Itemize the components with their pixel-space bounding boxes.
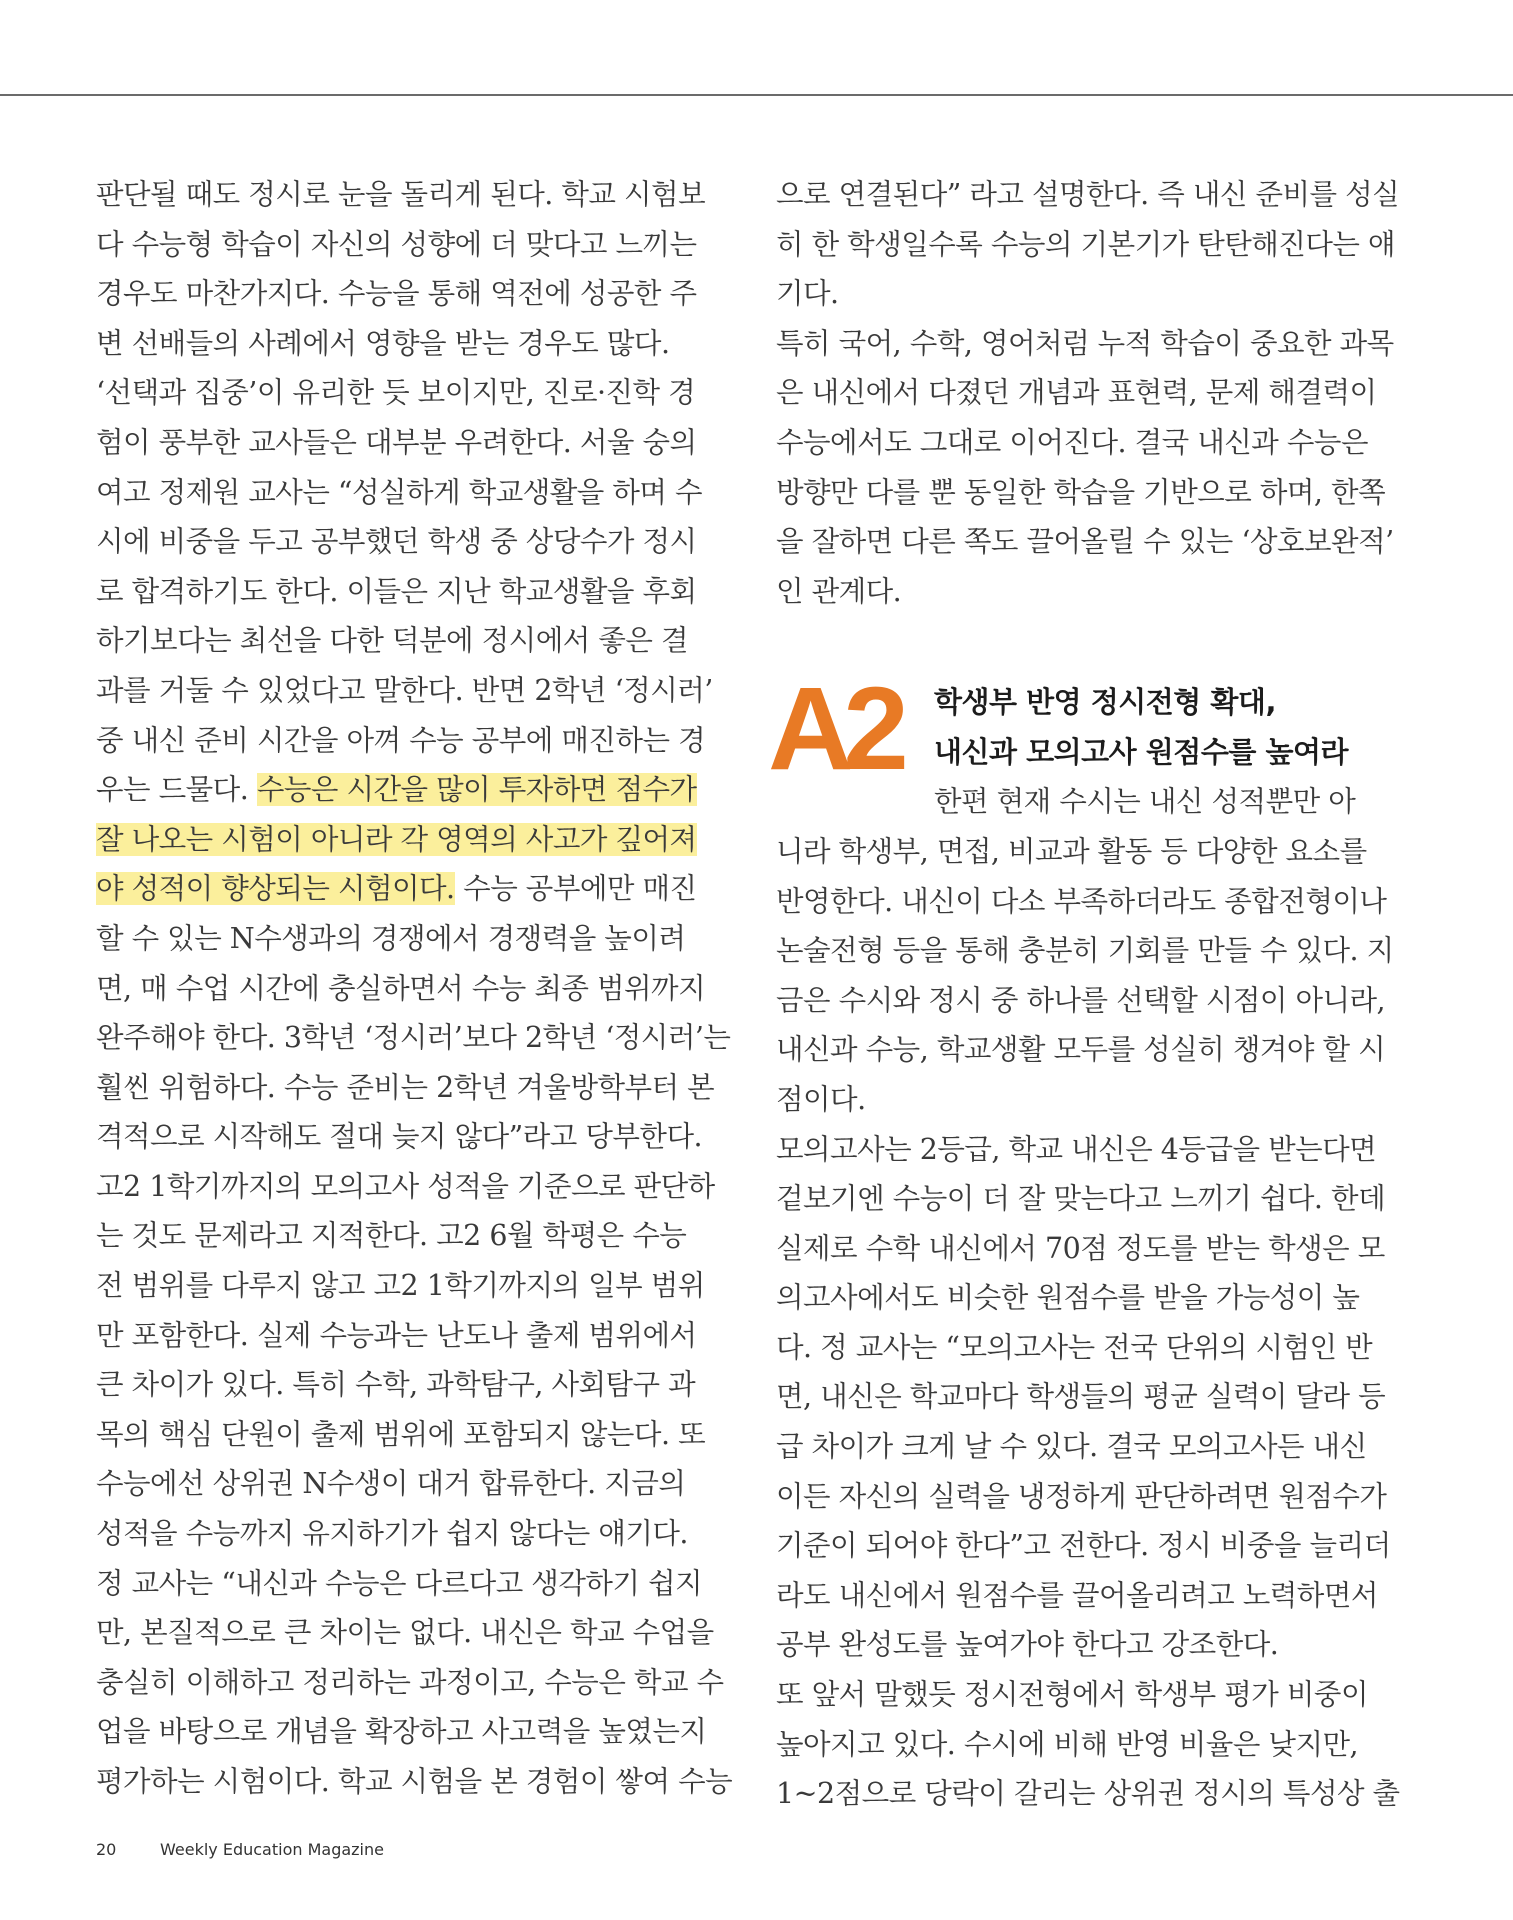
text-line	[96, 864, 697, 914]
text-line: ‘선택과 집중’이 유리한 듯 보이지만, 진로·진학 경	[96, 376, 696, 410]
text-line: 또 앞서 말했듯 정시전형에서 학생부 평가 비중이	[776, 1678, 1368, 1712]
section-mark: A2	[768, 663, 899, 796]
text-line: 방향만 다를 뿐 동일한 학습을 기반으로 하며, 한쪽	[776, 475, 1386, 509]
text-line: 과를 거둘 수 있었다고 말한다. 반면 2학년 ‘정시러’	[96, 673, 713, 707]
highlighted-text: 야 성적이 향상되는 시험이다.	[96, 872, 455, 906]
text-line: 모의고사는 2등급, 학교 내신은 4등급을 받는다면	[776, 1132, 1377, 1166]
text-line: 내신과 수능, 학교생활 모두를 성실히 챙겨야 할 시	[776, 1033, 1386, 1067]
text-line: 라도 내신에서 원점수를 끌어올리려고 노력하면서	[776, 1578, 1378, 1612]
text-line: 성적을 수능까지 유지하기가 쉽지 않다는 얘기다.	[96, 1517, 688, 1551]
text-plain: 수능 공부에만 매진	[454, 872, 697, 906]
left-paragraph-block	[96, 170, 713, 765]
text-line: 할 수 있는 N수생과의 경쟁에서 경쟁력을 높이려	[96, 921, 686, 955]
text-line: 이든 자신의 실력을 냉정하게 판단하려면 원점수가	[776, 1479, 1387, 1513]
text-line: 하기보다는 최선을 다한 덕분에 정시에서 좋은 결	[96, 624, 688, 658]
text-line: 히 한 학생일수록 수능의 기본기가 탄탄해진다는 얘	[776, 227, 1396, 261]
text-line: 전 범위를 다루지 않고 고2 1학기까지의 일부 범위	[96, 1269, 705, 1303]
text-line: 면, 매 수업 시간에 충실하면서 수능 최종 범위까지	[96, 971, 706, 1005]
text-line: 판단될 때도 정시로 눈을 돌리게 된다. 학교 시험보	[96, 178, 706, 211]
highlighted-text: 수능은 시간을 많이 투자하면 점수가	[256, 773, 697, 807]
right-paragraph-block	[776, 827, 1400, 1819]
text-line	[96, 815, 697, 865]
text-line: 여고 정제원 교사는 “성실하게 학교생활을 하며 수	[96, 475, 703, 509]
text-line	[96, 765, 697, 815]
text-line: 은 내신에서 다졌던 개념과 표현력, 문제 해결력이	[776, 376, 1377, 410]
text-line: 중 내신 준비 시간을 아껴 수능 공부에 매진하는 경	[96, 723, 706, 757]
text-line: 1~2점으로 당락이 갈리는 상위권 정시의 특성상 출	[776, 1777, 1400, 1811]
magazine-name: Weekly Education Magazine	[160, 1840, 384, 1859]
text-line: 는 것도 문제라고 지적한다. 고2 6월 학평은 수능	[96, 1219, 687, 1253]
text-line: 겉보기엔 수능이 더 잘 맞는다고 느끼기 쉽다. 한데	[776, 1182, 1386, 1216]
text-line: 실제로 수학 내신에서 70점 정도를 받는 학생은 모	[776, 1231, 1385, 1265]
text-line: 시에 비중을 두고 공부했던 학생 중 상당수가 정시	[96, 525, 697, 559]
text-line: 목의 핵심 단원이 출제 범위에 포함되지 않는다. 또	[96, 1417, 706, 1451]
text-line: 만, 본질적으로 큰 차이는 없다. 내신은 학교 수업을	[96, 1616, 714, 1650]
text-line: 기준이 되어야 한다”고 전한다. 정시 비중을 늘리더	[776, 1529, 1391, 1563]
text-plain: 우는 드물다.	[96, 773, 257, 807]
text-line: 급 차이가 크게 날 수 있다. 결국 모의고사든 내신	[776, 1430, 1367, 1464]
text-line: 변 선배들의 사례에서 영향을 받는 경우도 많다.	[96, 326, 670, 360]
text-line: 격적으로 시작해도 절대 늦지 않다”라고 당부한다.	[96, 1120, 703, 1154]
text-line: 다. 정 교사는 “모의고사는 전국 단위의 시험인 반	[776, 1330, 1373, 1364]
text-line: 만 포함한다. 실제 수능과는 난도나 출제 범위에서	[96, 1318, 697, 1352]
section-title-line: 내신과 모의고사 원점수를 높여라	[934, 734, 1348, 769]
text-line: 로 합격하기도 한다. 이들은 지난 학교생활을 후회	[96, 574, 697, 608]
text-line: 을 잘하면 다른 쪽도 끌어올릴 수 있는 ‘상호보완적’	[776, 525, 1394, 559]
text-line: 반영한다. 내신이 다소 부족하더라도 종합전형이나	[776, 884, 1387, 918]
text-line: 한편 현재 수시는 내신 성적뿐만 아	[934, 785, 1356, 819]
text-line: 높아지고 있다. 수시에 비해 반영 비율은 낮지만,	[776, 1727, 1359, 1761]
text-line: 금은 수시와 정시 중 하나를 선택할 시점이 아니라,	[776, 983, 1386, 1017]
text-line: 의고사에서도 비슷한 원점수를 받을 가능성이 높	[776, 1281, 1360, 1315]
top-rule	[0, 94, 1513, 96]
right-column	[768, 170, 1400, 1819]
text-line: 면, 내신은 학교마다 학생들의 평균 실력이 달라 등	[776, 1380, 1386, 1414]
text-line: 충실히 이해하고 정리하는 과정이고, 수능은 학교 수	[96, 1665, 724, 1699]
text-line: 인 관계다.	[776, 574, 902, 608]
text-line: 으로 연결된다” 라고 설명한다. 즉 내신 준비를 성실	[776, 178, 1400, 211]
text-line: 다 수능형 학습이 자신의 성향에 더 맞다고 느끼는	[96, 227, 697, 261]
section-heading	[768, 663, 1350, 796]
text-line: 경우도 마찬가지다. 수능을 통해 역전에 성공한 주	[96, 277, 697, 311]
right-paragraph-block	[776, 170, 1400, 616]
text-line: 고2 1학기까지의 모의고사 성적을 기준으로 판단하	[96, 1169, 715, 1203]
text-line: 점이다.	[776, 1082, 866, 1116]
text-line: 완주해야 한다. 3학년 ‘정시러’보다 2학년 ‘정시러’는	[96, 1021, 731, 1055]
highlighted-text: 잘 나오는 시험이 아니라 각 영역의 사고가 깊어져	[96, 822, 697, 856]
text-line: 논술전형 등을 통해 충분히 기회를 만들 수 있다. 지	[776, 934, 1394, 968]
text-line: 특히 국어, 수학, 영어처럼 누적 학습이 중요한 과목	[776, 326, 1394, 360]
text-line: 수능에서도 그대로 이어진다. 결국 내신과 수능은	[776, 425, 1368, 459]
text-line: 니라 학생부, 면접, 비교과 활동 등 다양한 요소를	[776, 834, 1367, 868]
section-title	[934, 678, 1348, 777]
text-line: 업을 바탕으로 개념을 확장하고 사고력을 높였는지	[96, 1715, 707, 1749]
text-line: 수능에선 상위권 N수생이 대거 합류한다. 지금의	[96, 1467, 686, 1501]
left-paragraph-block	[96, 914, 733, 1807]
text-line: 큰 차이가 있다. 특히 수학, 과학탐구, 사회탐구 과	[96, 1368, 696, 1402]
text-line: 공부 완성도를 높여가야 한다고 강조한다.	[776, 1628, 1279, 1662]
text-line: 평가하는 시험이다. 학교 시험을 본 경험이 쌓여 수능	[96, 1765, 733, 1798]
section-title-line: 학생부 반영 정시전형 확대,	[934, 685, 1276, 720]
text-line: 훨씬 위험하다. 수능 준비는 2학년 겨울방학부터 본	[96, 1070, 715, 1104]
page-footer	[96, 1840, 384, 1859]
left-column	[96, 170, 733, 1807]
text-line: 기다.	[776, 277, 839, 311]
text-line: 정 교사는 “내신과 수능은 다르다고 생각하기 쉽지	[96, 1566, 703, 1600]
page-number: 20	[96, 1840, 117, 1859]
text-line: 험이 풍부한 교사들은 대부분 우려한다. 서울 숭의	[96, 425, 697, 459]
